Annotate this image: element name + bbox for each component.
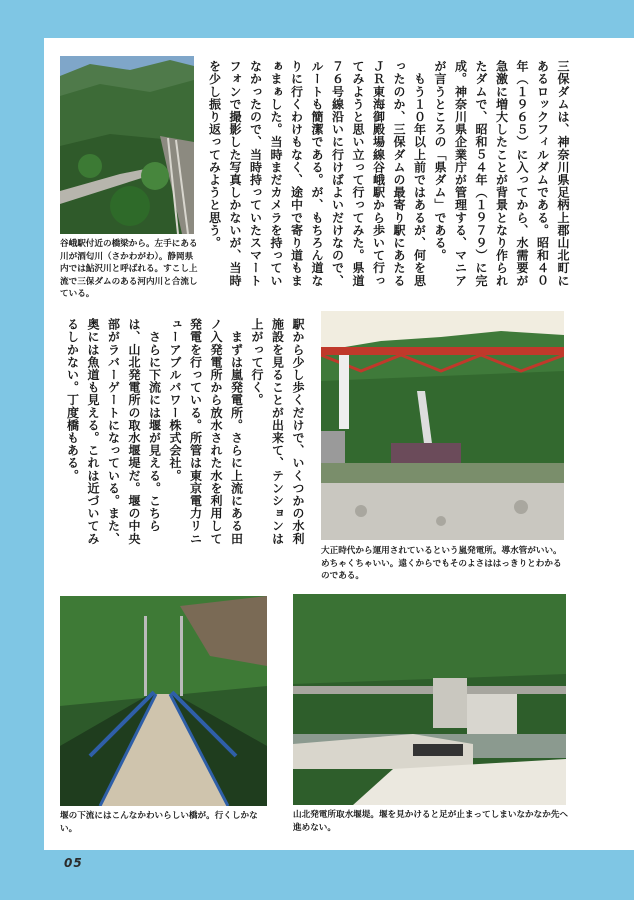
caption-photo-valley: 谷峨駅付近の橋梁から。左手にある川が酒匂川（さかわがわ）。静岡県内では鮎沢川と呼ばれる。すこし上流で三保ダムのある河内川と合流している。 — [60, 239, 198, 299]
photo-arashi-power-station — [321, 311, 564, 540]
caption-photo-weir: 山北発電所取水堰堤。堰を見かけると足が止まってしまいなかなか先へ進めない。 — [293, 810, 569, 833]
photo-valley-railway — [60, 56, 194, 234]
page-number: 05 — [64, 856, 83, 870]
photo-blue-bridge — [60, 596, 267, 806]
photo-intake-weir — [293, 594, 566, 805]
bottom-band — [0, 850, 634, 900]
body-text-intro: 三保ダムは、神奈川県足柄上郡山北町にあるロックフィルダムである。昭和４０年（１９６５）に入ってから、水需要が急激に増大したことが背景となり作られたダムで、昭和５４年（１９７９）に完成。神奈川県企業庁が管理する、マニアが言うところの「県ダム」である。 もう１０年以上前ではあるが、何を思ったのか、三保ダムの最寄り駅にあたるＪＲ東海御殿場線谷峨駅から歩いて行ってみようと思い立って行ってみた。県道７６号線沿いに行けばよいだけなので、ルートも簡潔である。が、もちろん道なりに行くわけもなく、途中で寄り道もまぁまぁした。当時まだカメラを持っていなかったので、当時持っていたスマートフォンで撮影した写真しかないが、当時を少し振り返ってみようと思う。 — [207, 60, 570, 287]
body-text-facilities: 駅から少し歩くだけで、いくつかの水利施設を見ることが出来て、テンションは上がって行く。 まずは嵐発電所。さらに上流にある田ノ入発電所から放水された水を利用して発電を行っている。所管は東京電力リニューアブルパワー株式会社。 さらに下流には堰が見える。こちらは、山北発電所の取水堰堤だ。堰の中央部がラバーゲートになっている。また、奥には魚道も見える。これは近づいてみるしかない。丁度橋もある。 — [65, 318, 305, 545]
caption-photo-power-station: 大正時代から運用されているという嵐発電所。導水管がいい。めちゃくちゃいい。遠くからでもそのよさははっきりとわかるのである。 — [321, 546, 562, 581]
caption-photo-bridge: 堰の下流にはこんなかわいらしい橋が。行くしかない。 — [60, 811, 258, 834]
